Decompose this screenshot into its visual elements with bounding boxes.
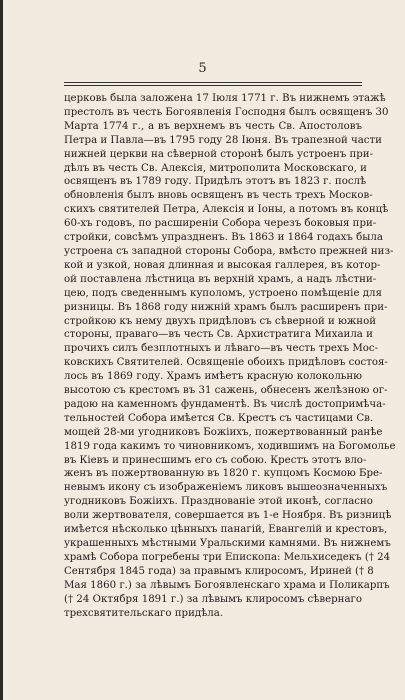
text-line: ризницы. Въ 1868 году нижній храмъ былъ расширенъ при- (64, 301, 388, 313)
text-line: имѣется нѣсколько цѣнныхъ панагій, Евангелій и крестовъ, (64, 524, 388, 536)
text-line: стройкою къ нему двухъ придѣловъ съ сѣверной и южной (64, 315, 376, 327)
text-line: Сентября 1845 года) за правымъ клиросомъ, Ириней († 8 (64, 565, 374, 577)
text-line: 60-хъ годовъ, по расширеніи Собора черезъ боковыя при- (64, 218, 377, 230)
text-line: кой и узкой, новая длинная и высокая галлерея, въ котор- (64, 259, 381, 271)
text-line: трехсвятительскаго придѣла. (64, 607, 224, 619)
text-line: ой поставлена лѣстница въ верхній храмъ, а надъ лѣстни- (64, 273, 377, 285)
text-line: воли жертвователя, совершается въ 1-е Ноября. Въ ризницѣ (64, 510, 392, 522)
text-line: обновленія былъ вновь освященъ въ честь трехъ Москов- (64, 190, 373, 202)
text-line: украшенныхъ мѣстными Уральскими камнями. Въ нижнемъ (64, 538, 391, 549)
text-line: мощей 28-ми угодниковъ Божіихъ, пожертвованный ранѣе (64, 426, 383, 438)
header-rule (64, 82, 362, 83)
text-line: стороны, праваго—въ честь Св. Архистратига Михаила и (64, 329, 373, 341)
text-line: невымъ икону съ изображеніемъ ликовъ вышеозначенныхъ (64, 482, 388, 494)
text-line: высотою съ крестомъ въ 31 сажень, обнесенъ желѣзною ог- (64, 385, 388, 397)
text-line: Мая 1860 г.) за лѣвымъ Богоявленскаго храма и Поликарпъ (64, 579, 390, 591)
text-line: радою на каменномъ фундаментѣ. Въ числѣ достопримѣча- (64, 398, 386, 410)
header-rule-thin (64, 85, 362, 86)
text-line: цею, подъ сведеннымъ куполомъ, устроено помѣщеніе для (64, 287, 382, 299)
text-line: устроена съ западной стороны Собора, вмѣсто прежней низ- (64, 245, 394, 257)
text-line: престолъ въ честь Богоявленія Господня былъ освященъ 30 (64, 106, 389, 118)
text-line: († 24 Октября 1891 г.) за лѣвымъ клиросомъ сѣвернаго (64, 593, 362, 605)
text-line: ковскихъ Святителей. Освященіе обоихъ придѣловъ состоя- (64, 357, 388, 369)
text-line: храмѣ Собора погребены три Епископа: Мельхиседекъ († 24 (64, 551, 391, 563)
text-line: лось въ 1869 году. Храмъ имѣетъ красную колокольню (64, 371, 362, 383)
text-line: освященъ въ 1789 году. Придѣлъ этотъ въ 1823 г. послѣ (64, 176, 367, 188)
text-line: скихъ святителей Петра, Алексія и Іоны, а потомъ въ концѣ (64, 204, 389, 216)
text-line: угодниковъ Божіихъ. Празднованіе этой иконѣ, согласно (64, 496, 373, 508)
text-line: стройки, совсѣмъ упраздненъ. Въ 1863 и 1864 годахъ была (64, 232, 383, 244)
page-number: 5 (198, 61, 207, 76)
text-line: церковь была заложена 17 Іюля 1771 г. Въ нижнемъ этажѣ (64, 93, 386, 104)
text-line: нижней церкви на сѣверной сторонѣ былъ устроенъ при- (64, 148, 374, 160)
text-line: тельностей Собора имѣется Св. Крестъ съ частицами Св. (64, 412, 374, 424)
text-line: Петра и Павла—въ 1795 году 28 Іюня. Въ трапезной части (64, 134, 382, 146)
text-line: женъ въ пожертвованную въ 1820 г. купцомъ Космою Бре- (64, 468, 383, 480)
text-line: 1819 года какимъ то чиновникомъ, ходившимъ на Богомолье (64, 440, 396, 452)
text-line: прочихъ силъ безплотныхъ и лѣваго—въ честь трехъ Мос- (64, 343, 379, 355)
text-line: въ Кіевъ и принесшимъ его съ собою. Крестъ этотъ вло- (64, 454, 367, 466)
text-line: Марта 1774 г., а въ верхнемъ въ честь Св. Апостоловъ (64, 120, 362, 132)
text-line: дѣлъ въ честь Св. Алексія, митрополита Московскаго, и (64, 162, 367, 174)
body-text (64, 92, 396, 620)
